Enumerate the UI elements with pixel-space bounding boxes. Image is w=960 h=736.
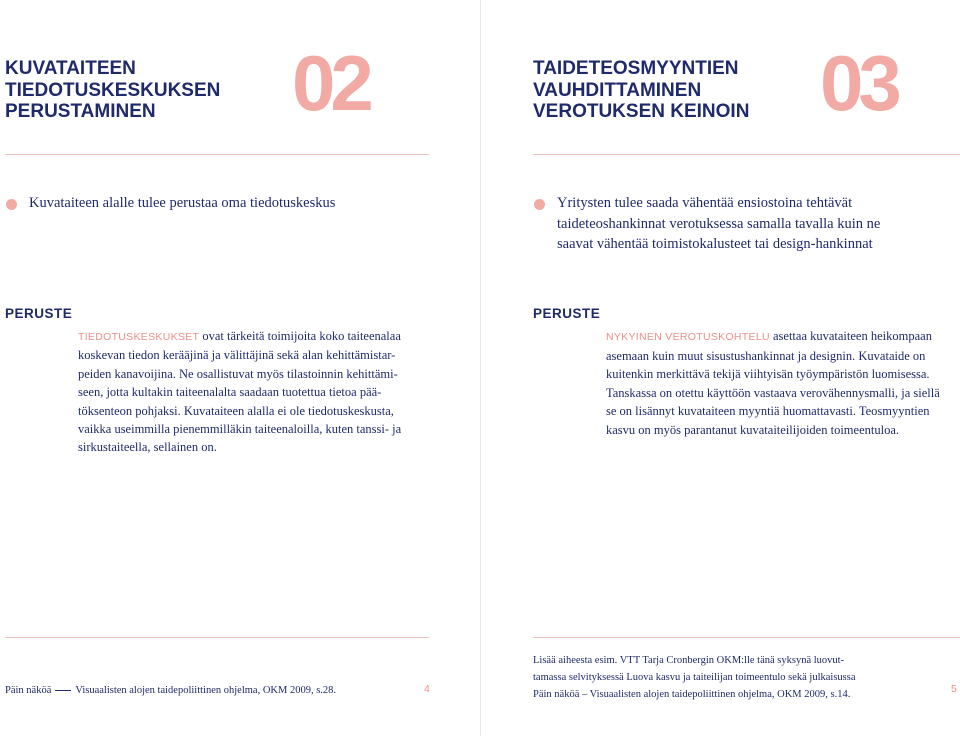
top-divider: [533, 154, 960, 155]
footer-source-title: Visuaalisten alojen taidepoliittinen ohjelma, OKM 2009, s.28.: [75, 685, 337, 696]
section-number: 02: [292, 39, 369, 127]
body-lead: NYKYINEN VEROTUSKOHTELU: [606, 331, 770, 343]
page-title: KUVATAITEEN TIEDOTUSKESKUKSEN PERUSTAMINEN: [5, 58, 221, 122]
page-title: TAIDETEOSMYYNTIEN VAUHDITTAMINEN VEROTUKSEN KEINOIN: [533, 58, 750, 122]
section-number: 03: [820, 39, 897, 127]
page-number: 4: [424, 683, 430, 695]
section-label: PERUSTE: [5, 306, 73, 321]
body-paragraph: [78, 327, 438, 457]
bottom-divider: [533, 637, 960, 638]
bullet-dot-icon: [6, 199, 17, 210]
page-number: 5: [951, 683, 957, 695]
footer-source-name: Päin näköä: [5, 685, 52, 696]
bottom-divider: [5, 637, 429, 638]
body-paragraph: [606, 327, 956, 439]
right-page: [480, 0, 960, 736]
body-lead: TIEDOTUSKESKUKSET: [78, 331, 200, 343]
recommendation-text: Yritysten tulee saada vähentää ensiostoina tehtävät taideteoshankinnat verotuksessa samalla tavalla kuin ne saavat vähentää toimistokalusteet tai design-hankinnat: [557, 195, 881, 252]
footer-dash: [55, 690, 71, 691]
footer-source: Lisää aiheesta esim. VTT Tarja Cronbergin OKM:lle tänä syksynä luovut- tamassa selvityksessä Luova kasvu ja taiteilijan toimeentulo sekä julkaisussa Päin näköä – Visuaalisten alojen taidepoliittinen ohjelma, OKM 2009, s.14.: [533, 655, 856, 700]
recommendation-text: Kuvataiteen alalle tulee perustaa oma tiedotuskeskus: [29, 195, 336, 211]
bullet-dot-icon: [534, 199, 545, 210]
body-text: ovat tärkeitä toimijoita koko taiteenalaa koskevan tiedon kerääjinä ja välittäjinä sekä alan kehittämistar- peiden kanavoijina. Ne osallistuvat myös tilastoinnin kehittämi- seen, jotta kultakin taiteenalalta saadaan tuotettua tietoa pää- töksenteon pohjaksi. Kuvataiteen alalla ei ole tiedotuskeskusta, vaikka useimmilla pienemmilläkin taiteenaloilla, kuten tanssi- ja sirkustaiteella, sellainen on.: [78, 329, 402, 455]
body-text: asettaa kuvataiteen heikompaan asemaan kuin muut sisustushankinnat ja designin. Kuvataide on kuitenkin merkittävä tekijä viihtyisän työympäristön luomisessa. Tanskassa on otettu käyttöön vastaava verovähennysmalli, ja siellä se on lisännyt kuvataiteen myyntiä huomattavasti. Teosmyyntien kasvu on myös parantanut kuvataiteilijoiden toimeentuloa.: [606, 329, 940, 437]
section-label: PERUSTE: [533, 306, 601, 321]
top-divider: [5, 154, 429, 155]
footer-source: [5, 683, 336, 699]
